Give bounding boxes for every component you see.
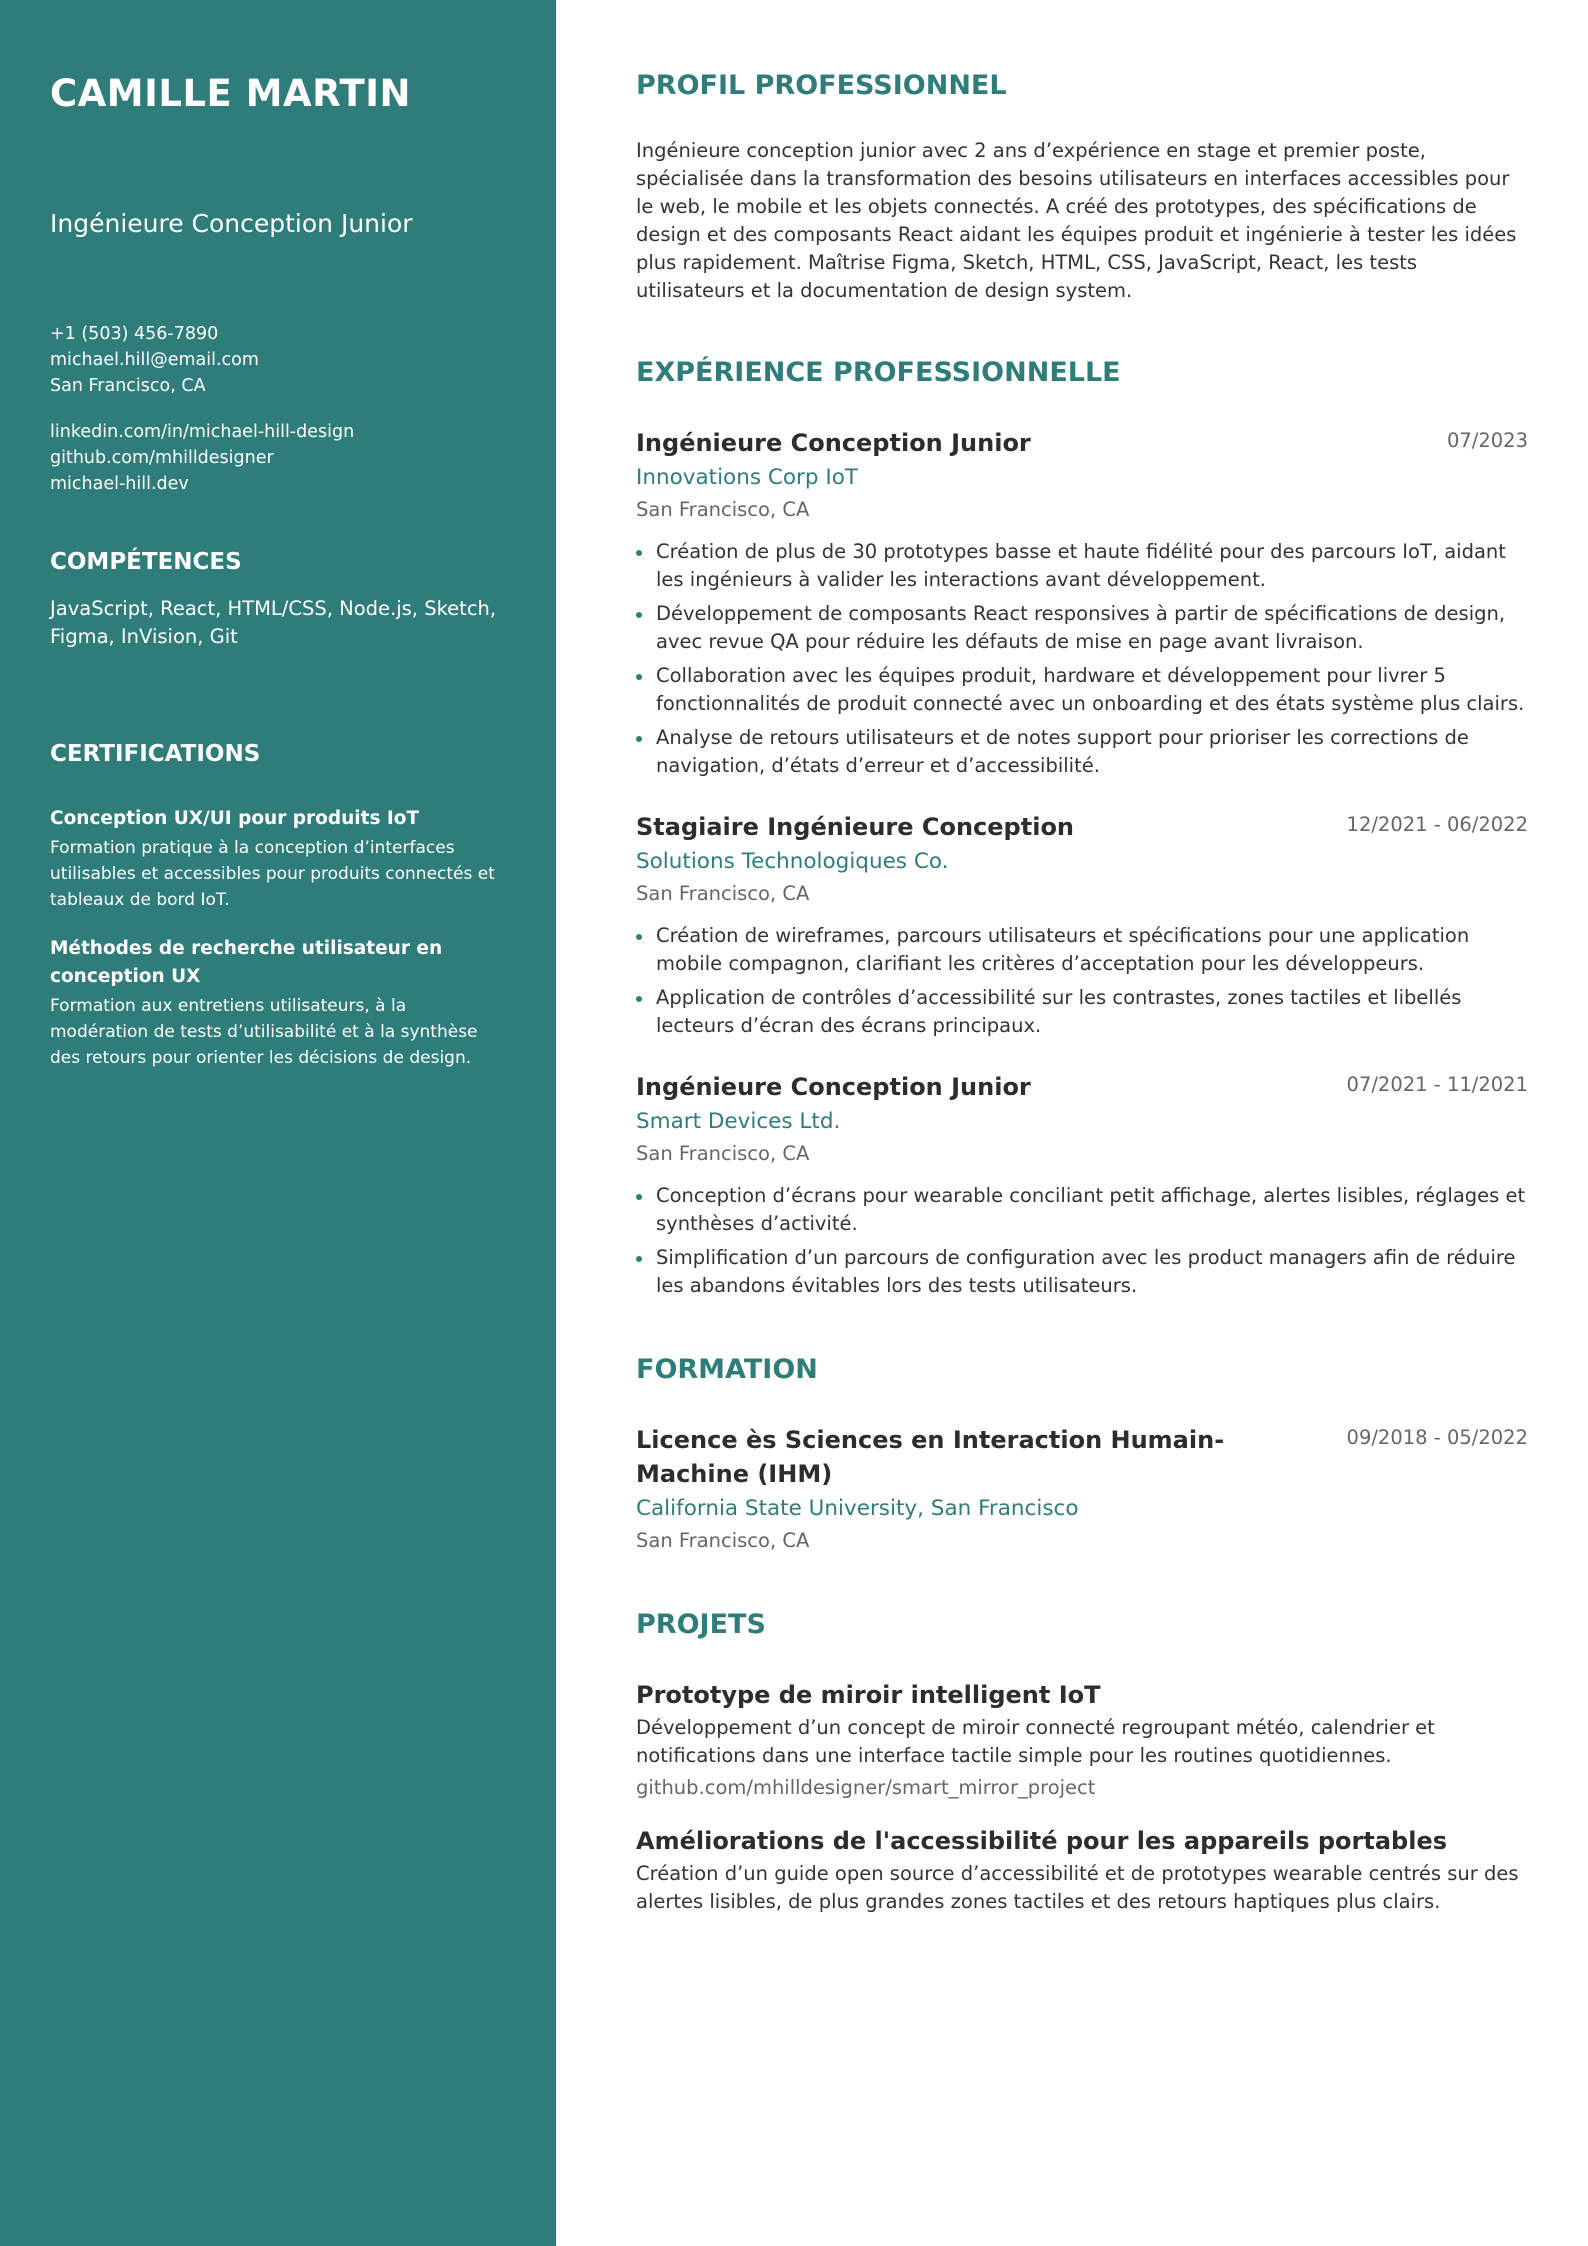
contact-links — [50, 419, 508, 497]
degree-title: Licence ès Sciences en Interaction Humain-Machine (IHM) — [636, 1426, 1225, 1488]
job-date: 07/2023 — [1446, 429, 1528, 452]
linkedin-link[interactable]: linkedin.com/in/michael-hill-design — [50, 422, 355, 442]
github-link[interactable]: github.com/mhilldesigner — [50, 448, 274, 468]
projects-list — [636, 1678, 1528, 1916]
school-name: California State University, San Francisco — [636, 1496, 1079, 1521]
bullet-item: Conception d’écrans pour wearable conciliant petit affichage, alertes lisibles, réglages et synthèses d’activité. — [636, 1182, 1528, 1238]
education-entry — [636, 1423, 1528, 1555]
certification-description: Formation pratique à la conception d’interfaces utilisables et accessibles pour produits connectés et tableaux de bord IoT. — [50, 838, 495, 910]
experience-entry — [636, 1070, 1528, 1300]
bullet-item: Collaboration avec les équipes produit, hardware et développement pour livrer 5 fonctionnalités de produit connecté avec un onboarding et des états système plus clairs. — [636, 662, 1528, 718]
certification-title: Méthodes de recherche utilisateur en conception UX — [50, 938, 443, 987]
location: San Francisco, CA — [50, 376, 206, 396]
project-title: Améliorations de l'accessibilité pour les appareils portables — [636, 1827, 1448, 1855]
project-description: Création d’un guide open source d’accessibilité et de prototypes wearable centrés sur des alertes lisibles, de plus grandes zones tactiles et des retours haptiques plus clairs. — [636, 1862, 1519, 1913]
sidebar — [0, 0, 556, 2246]
certification-item — [50, 805, 508, 913]
skills-list: JavaScript, React, HTML/CSS, Node.js, Sketch, Figma, InVision, Git — [50, 597, 497, 648]
certification-description: Formation aux entretiens utilisateurs, à la modération de tests d’utilisabilité et à la synthèse des retours pour orienter les décisions de design. — [50, 996, 478, 1068]
contact-info — [50, 321, 508, 497]
job-bullets — [636, 922, 1528, 1040]
project-link[interactable]: github.com/mhilldesigner/smart_mirror_project — [636, 1776, 1096, 1799]
bullet-item: Analyse de retours utilisateurs et de notes support pour prioriser les corrections de navigation, d’états d’erreur et d’accessibilité. — [636, 724, 1528, 780]
job-title: Ingénieure Conception Junior — [636, 1073, 1031, 1101]
phone: +1 (503) 456-7890 — [50, 324, 219, 344]
experience-list — [636, 426, 1528, 1300]
job-location: San Francisco, CA — [636, 1142, 810, 1165]
experience-heading: EXPÉRIENCE PROFESSIONNELLE — [636, 357, 1121, 388]
company-name: Solutions Technologiques Co. — [636, 849, 949, 874]
job-bullets — [636, 1182, 1528, 1300]
certification-title: Conception UX/UI pour produits IoT — [50, 808, 420, 829]
certifications-list — [50, 805, 508, 1071]
bullet-item: Création de wireframes, parcours utilisateurs et spécifications pour une application mobile compagnon, clarifiant les critères d’acceptation pour les développeurs. — [636, 922, 1528, 978]
candidate-name: CAMILLE MARTIN — [50, 72, 411, 115]
project-entry — [636, 1824, 1528, 1916]
job-location: San Francisco, CA — [636, 498, 810, 521]
main-content — [556, 0, 1588, 2246]
contact-basic — [50, 321, 508, 399]
experience-entry — [636, 810, 1528, 1040]
company-name: Innovations Corp IoT — [636, 465, 858, 490]
job-location: San Francisco, CA — [636, 882, 810, 905]
skills-heading: COMPÉTENCES — [50, 549, 242, 575]
projects-heading: PROJETS — [636, 1609, 766, 1640]
company-name: Smart Devices Ltd. — [636, 1109, 841, 1134]
project-title: Prototype de miroir intelligent IoT — [636, 1681, 1101, 1709]
job-bullets — [636, 538, 1528, 780]
experience-entry — [636, 426, 1528, 780]
bullet-item: Développement de composants React responsives à partir de spécifications de design, avec revue QA pour réduire les défauts de mise en page avant livraison. — [636, 600, 1528, 656]
job-title: Stagiaire Ingénieure Conception — [636, 813, 1075, 841]
candidate-title: Ingénieure Conception Junior — [50, 209, 413, 238]
education-date: 09/2018 - 05/2022 — [1346, 1426, 1528, 1449]
project-description: Développement d’un concept de miroir connecté regroupant météo, calendrier et notifications dans une interface tactile simple pour les routines quotidiennes. — [636, 1716, 1435, 1767]
bullet-item: Création de plus de 30 prototypes basse et haute fidélité pour des parcours IoT, aidant les ingénieurs à valider les interactions avant développement. — [636, 538, 1528, 594]
project-entry — [636, 1678, 1528, 1802]
job-date: 07/2021 - 11/2021 — [1346, 1073, 1528, 1096]
certification-item — [50, 935, 508, 1071]
school-location: San Francisco, CA — [636, 1529, 810, 1552]
email[interactable]: michael.hill@email.com — [50, 350, 259, 370]
bullet-item: Application de contrôles d’accessibilité sur les contrastes, zones tactiles et libellés lecteurs d’écran des écrans principaux. — [636, 984, 1528, 1040]
education-heading: FORMATION — [636, 1354, 818, 1385]
certifications-heading: CERTIFICATIONS — [50, 741, 261, 767]
profile-heading: PROFIL PROFESSIONNEL — [636, 70, 1007, 101]
bullet-item: Simplification d’un parcours de configuration avec les product managers afin de réduire les abandons évitables lors des tests utilisateurs. — [636, 1244, 1528, 1300]
profile-summary: Ingénieure conception junior avec 2 ans d’expérience en stage et premier poste, spécialisée dans la transformation des besoins utilisateurs en interfaces accessibles pour le web, le mobile et les objets connectés. A créé des prototypes, des spécifications de design et des composants React aidant les équipes produit et ingénierie à tester les idées plus rapidement. Maîtrise Figma, Sketch, HTML, CSS, JavaScript, React, les tests utilisateurs et la documentation de design system. — [636, 139, 1517, 302]
job-title: Ingénieure Conception Junior — [636, 429, 1031, 457]
job-date: 12/2021 - 06/2022 — [1346, 813, 1528, 836]
education-list — [636, 1423, 1528, 1555]
website-link[interactable]: michael-hill.dev — [50, 474, 189, 494]
